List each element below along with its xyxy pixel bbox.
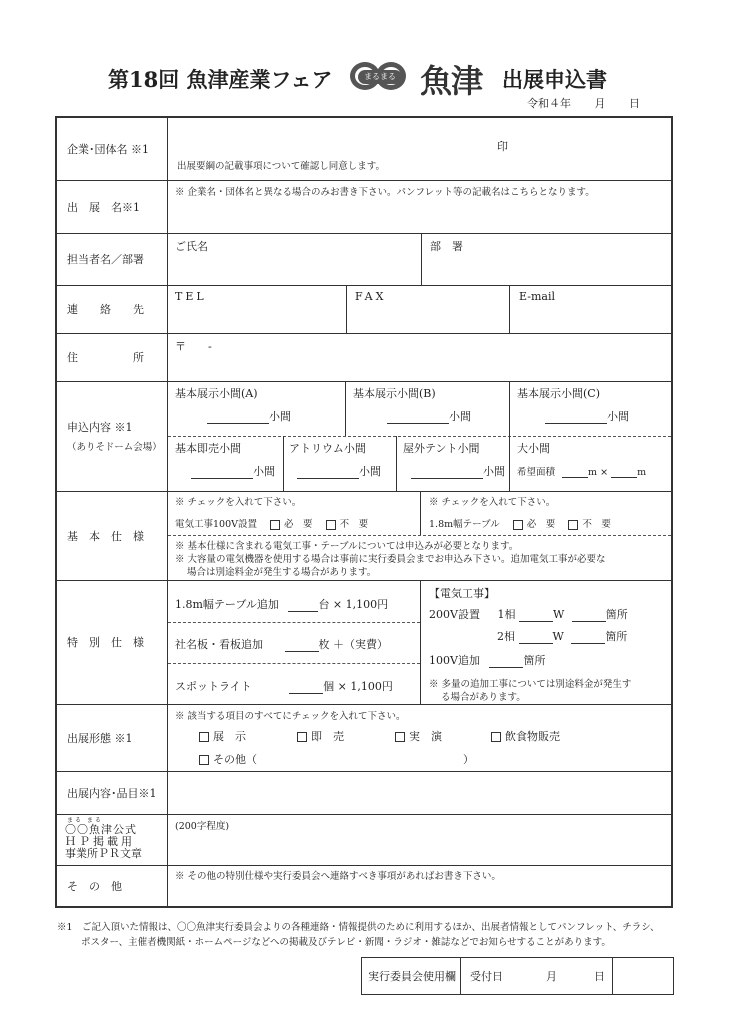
tel-field[interactable] [168, 304, 345, 332]
pr-field[interactable] [168, 832, 671, 864]
booth-a-input[interactable] [207, 408, 291, 424]
basic-spec-label: 基 本 仕 様 [67, 529, 144, 543]
sign-add-price: 枚 ＋（実費） [318, 638, 388, 651]
exhibit-name-note: ※ 企業名・団体名と異なる場合のみお書き下さい。パンフレット等の記載名はこちらとなります。 [175, 187, 595, 198]
footnote-line-2: ポスター、主催者機関紙・ホームページなどへの掲載及びテレビ・新聞・ラジオ・雑誌などでお知らせすることがあります。 [81, 937, 611, 948]
check-note-right: ※ チェックを入れて下さい。 [429, 497, 556, 508]
document-title [0, 60, 733, 100]
special-note-2: る場合があります。 [441, 692, 526, 703]
application-form [55, 116, 673, 908]
contact-label: 連 絡 先 [67, 303, 144, 316]
basic-spec-note-1: ※ 基本仕様に含まれる電気工事・テーブルについては申込みが必要となります。 [175, 541, 519, 552]
office-use-label: 実行委員会使用欄 [368, 970, 456, 983]
power-need-checkbox[interactable] [270, 519, 313, 530]
atrium-booth-label: アトリウム小間 [289, 442, 366, 455]
need-label: 必 要 [526, 519, 556, 530]
table-no-need-checkbox[interactable] [568, 519, 611, 530]
table-row [429, 516, 611, 530]
places-unit: 箇所 [605, 630, 628, 643]
logo-pill-text: まるまる [358, 70, 402, 84]
date-month: 月 [594, 97, 606, 110]
fax-label: FAX [355, 290, 387, 303]
seal-mark: 印 [497, 140, 508, 153]
atrium-booth-input[interactable] [297, 463, 381, 479]
option-demo-checkbox[interactable] [395, 728, 442, 744]
no-need-label: 不 要 [339, 519, 369, 530]
email-field[interactable] [510, 304, 671, 332]
w-unit: W [552, 608, 565, 621]
spotlight-label: スポットライト [175, 680, 252, 693]
checkbox-icon [326, 520, 336, 530]
table-add-row[interactable] [175, 596, 388, 612]
option-other-label: その他（ [213, 753, 257, 766]
tent-booth-input[interactable] [411, 463, 505, 479]
checkbox-icon [199, 732, 209, 742]
table-label: 1.8m幅テーブル [429, 519, 500, 530]
company-label: 企業･団体名 ※1 [67, 143, 149, 156]
name-field-label: ご氏名 [175, 240, 208, 253]
company-name-field[interactable] [168, 118, 671, 154]
need-label: 必 要 [284, 519, 313, 530]
v200-label: 200V設置 [429, 608, 480, 621]
booth-c-label: 基本展示小間(C) [517, 387, 600, 400]
checkbox-icon [297, 732, 307, 742]
option-other-checkbox[interactable] [199, 751, 257, 767]
power-no-need-checkbox[interactable] [326, 519, 369, 530]
office-use-box [361, 957, 674, 995]
w-unit: W [552, 630, 564, 643]
title-left: 第18回 魚津産業フェア [108, 67, 333, 92]
option-sale-checkbox[interactable] [297, 728, 344, 744]
basic-spec-note-3: 場合は別途料金が発生する場合があります。 [187, 567, 377, 578]
date-line [527, 95, 640, 111]
sign-add-label: 社名板・看板追加 [175, 638, 263, 651]
spotlight-price: 個 × 1,100円 [323, 680, 393, 693]
tel-label: TEL [175, 290, 207, 303]
application-label [57, 381, 177, 491]
checkbox-icon [568, 520, 578, 530]
other-label: そ の 他 [67, 879, 122, 893]
name-field[interactable] [168, 253, 420, 284]
pr-ruby: まる まる [67, 817, 103, 824]
booth-a-unit: 小間 [269, 410, 291, 423]
sales-booth-label: 基本即売小間 [175, 442, 241, 455]
email-label: E-mail [519, 290, 555, 303]
area-m1: m × [588, 467, 609, 478]
date-day: 日 [629, 97, 640, 110]
tent-booth-unit: 小間 [483, 465, 505, 478]
special-note-1: ※ 多量の追加工事については別途料金が発生す [429, 679, 632, 690]
booth-a-label: 基本展示小間(A) [175, 387, 258, 400]
checkbox-icon [491, 732, 501, 742]
fax-field[interactable] [347, 304, 508, 332]
footnote-line-1: ※1 ご記入頂いた情報は、〇〇魚津実行委員会よりの各種連絡・情報提供のために利用するほか、出展者情報としてパンフレット、チラシ、 [57, 922, 660, 933]
pr-label [65, 815, 165, 865]
places-unit: 箇所 [523, 654, 546, 667]
table-need-checkbox[interactable] [513, 519, 556, 530]
booth-b-label: 基本展示小間(B) [353, 387, 436, 400]
exhibit-name-field[interactable] [168, 200, 671, 232]
received-date-label: 受付日 [470, 970, 503, 983]
dept-field-label: 部 署 [430, 240, 463, 253]
tent-booth-label: 屋外テント小間 [403, 442, 480, 455]
title-right: 出展申込書 [502, 67, 607, 92]
content-field[interactable] [168, 772, 671, 813]
v100-row[interactable] [429, 652, 545, 668]
consent-note: 出展要綱の記載事項について確認し同意します。 [177, 161, 386, 172]
large-booth-area[interactable] [517, 464, 646, 478]
footnote [57, 920, 677, 950]
power-row [175, 516, 368, 530]
office-stamp-field[interactable] [613, 958, 673, 994]
address-label: 住 所 [67, 351, 144, 364]
booth-c-unit: 小間 [607, 410, 629, 423]
marumaru-uozu-logo [348, 60, 498, 100]
date-era: 令和４年 [527, 97, 571, 110]
sign-add-row[interactable] [175, 636, 388, 652]
no-need-label: 不 要 [582, 519, 611, 530]
form-type-label: 出展形態 ※1 [67, 731, 133, 745]
exhibit-name-label: 出 展 名※1 [67, 200, 140, 214]
contact-person-label: 担当者名／部署 [67, 253, 144, 266]
large-booth-label: 大小間 [517, 442, 550, 455]
address-field[interactable] [168, 334, 671, 380]
table-add-label: 1.8m幅テーブル追加 [175, 598, 279, 611]
pr-line-2: ＨＰ掲載用 [65, 835, 135, 848]
table-add-price: 台 × 1,100円 [318, 598, 389, 611]
checkbox-icon [199, 755, 209, 765]
content-label: 出展内容･品目※1 [67, 786, 157, 800]
area-m2: m [637, 467, 647, 478]
dept-field[interactable] [422, 253, 671, 284]
v200-phase2-row[interactable] [497, 628, 627, 644]
option-exhibit-checkbox[interactable] [199, 728, 246, 744]
pr-note: (200字程度) [175, 821, 230, 832]
places-unit: 箇所 [605, 608, 628, 621]
postal-mark: 〒 - [175, 340, 212, 353]
checkbox-icon [395, 732, 405, 742]
checkbox-icon [270, 520, 280, 530]
application-label-venue: （ありそドーム会場） [67, 442, 162, 453]
received-month: 月 [546, 970, 557, 983]
logo-text: 魚津 [420, 62, 483, 100]
application-label-main: 申込内容 ※1 [67, 421, 133, 434]
basic-spec-note-2: ※ 大容量の電気機器を使用する場合は事前に実行委員会までお申込み下さい。追加電気工事が必要な [175, 554, 606, 565]
power-label: 電気工事100V設置 [175, 519, 257, 530]
sales-booth-input[interactable] [191, 463, 275, 479]
option-food-checkbox[interactable] [491, 728, 560, 744]
option-food-label: 飲食物販売 [505, 730, 560, 743]
option-other-close: ） [463, 753, 474, 766]
pr-line-1: 〇〇魚津公式 [65, 823, 137, 836]
other-field[interactable] [168, 882, 671, 906]
elec-title: 【電気工事】 [429, 587, 495, 600]
booth-c-input[interactable] [545, 408, 629, 424]
other-note: ※ その他の特別仕様や実行委員会へ連絡すべき事項があればお書き下さい。 [175, 871, 501, 882]
check-note-left: ※ チェックを入れて下さい。 [175, 497, 302, 508]
spotlight-row[interactable] [175, 678, 393, 694]
form-type-note: ※ 該当する項目のすべてにチェックを入れて下さい。 [175, 711, 406, 722]
option-sale-label: 即 売 [311, 730, 344, 743]
atrium-booth-unit: 小間 [359, 465, 381, 478]
phase2-label: 2相 [497, 630, 515, 643]
option-demo-label: 実 演 [409, 730, 442, 743]
v200-phase1-row[interactable] [429, 606, 628, 622]
booth-b-input[interactable] [387, 408, 471, 424]
v100-label: 100V追加 [429, 654, 480, 667]
special-spec-label: 特 別 仕 様 [67, 636, 144, 649]
phase1-label: 1相 [497, 608, 516, 621]
checkbox-icon [513, 520, 523, 530]
sales-booth-unit: 小間 [253, 465, 275, 478]
double-ring-logo-icon [348, 62, 410, 92]
area-label: 希望面積 [517, 467, 556, 478]
pr-line-3: 事業所ＰＲ文章 [65, 847, 142, 860]
booth-b-unit: 小間 [449, 410, 471, 423]
received-day: 日 [594, 970, 605, 983]
option-exhibit-label: 展 示 [213, 730, 246, 743]
